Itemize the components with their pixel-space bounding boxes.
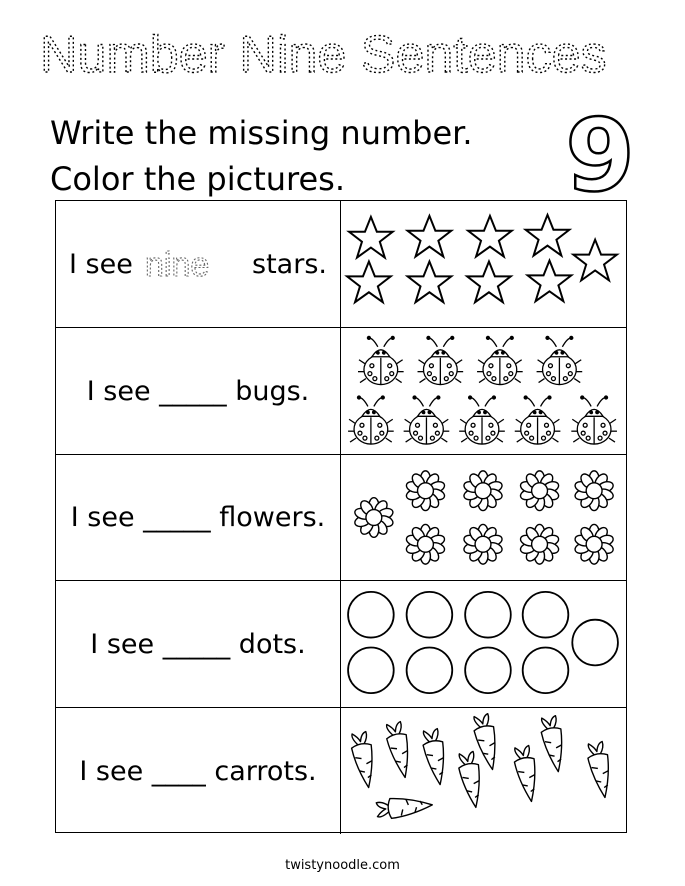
worksheet-table: [55, 200, 627, 833]
sentence-prefix: I see: [79, 755, 152, 787]
carrot-icon: [471, 713, 502, 772]
circle-icon: [465, 647, 511, 693]
sentence-prefix: I see: [90, 628, 163, 660]
ladybug-icon: [571, 396, 617, 444]
carrot-icon: [384, 721, 415, 780]
traced-word-text: nine: [145, 246, 210, 284]
star-icon: [468, 216, 512, 257]
flower-icon: [574, 471, 615, 511]
star-icon: [349, 217, 393, 258]
star-icon: [347, 262, 391, 303]
ladybug-icon: [515, 396, 561, 444]
ladybug-icon: [418, 336, 464, 384]
carrots-picture: [341, 708, 626, 834]
star-icon: [526, 215, 570, 256]
ladybug-icon: [348, 396, 394, 444]
table-row-dots: [56, 581, 626, 708]
sentence-prefix: I see: [69, 248, 142, 280]
instruction-line-1: Write the missing number.: [50, 114, 473, 152]
star-icon: [528, 261, 572, 302]
flower-icon: [463, 471, 504, 511]
circle-icon: [348, 647, 394, 693]
dots-picture: [341, 581, 626, 707]
flower-icon: [519, 471, 560, 511]
star-icon: [408, 262, 452, 303]
flowers-picture: [341, 455, 626, 580]
carrot-icon: [349, 731, 378, 789]
sentence-suffix: bugs.: [226, 375, 310, 407]
flower-icon: [463, 524, 504, 564]
table-row-carrots: [56, 708, 626, 834]
table-row-stars: [56, 201, 626, 328]
flower-icon: [405, 471, 446, 511]
star-icon: [467, 262, 511, 303]
circle-icon: [407, 647, 453, 693]
ladybug-icon: [477, 336, 523, 384]
sentence-blank: ____: [151, 755, 206, 787]
stars-picture: [341, 201, 626, 327]
flower-icon: [405, 524, 446, 564]
carrot-icon: [376, 795, 433, 820]
ladybug-icon: [404, 396, 450, 444]
sentence-dots: [56, 581, 341, 707]
carrot-icon: [539, 715, 568, 773]
sentence-blank: _____: [143, 502, 211, 533]
traced-number-word: [143, 244, 241, 284]
instructions: [50, 110, 473, 202]
carrot-icon: [456, 751, 485, 809]
sentence-stars: [56, 201, 341, 327]
star-icon: [408, 216, 452, 257]
flower-icon: [519, 524, 560, 564]
carrot-icon: [586, 741, 615, 799]
carrot-icon: [421, 728, 450, 786]
flower-icon: [353, 498, 394, 538]
big-number-text: 9: [565, 100, 635, 210]
sentence-blank: _____: [159, 375, 227, 407]
ladybug-icon: [459, 396, 505, 444]
circle-icon: [523, 592, 569, 638]
circle-icon: [348, 592, 394, 638]
sentence-suffix: dots.: [230, 628, 306, 660]
table-row-flowers: [56, 455, 626, 581]
sentence-suffix: flowers.: [210, 502, 326, 533]
circle-icon: [407, 592, 453, 638]
sentence-bugs: [56, 328, 341, 454]
sentence-flowers: [56, 455, 341, 580]
footer-source: twistynoodle.com: [285, 858, 400, 873]
ladybug-icon: [358, 336, 404, 384]
page-title: [40, 20, 660, 90]
circle-icon: [523, 647, 569, 693]
sentence-prefix: I see: [86, 375, 160, 407]
ladybug-icon: [537, 336, 583, 384]
flower-icon: [574, 524, 615, 564]
carrot-icon: [512, 745, 541, 803]
sentence-suffix: carrots.: [205, 755, 317, 787]
sentence-blank: _____: [162, 628, 231, 660]
page-title-text: Number Nine Sentences: [40, 26, 607, 84]
circle-icon: [572, 620, 618, 666]
sentence-carrots: [56, 708, 341, 834]
bugs-picture: [341, 328, 626, 454]
instruction-line-2: Color the pictures.: [50, 160, 346, 198]
star-icon: [573, 240, 617, 281]
sentence-prefix: I see: [70, 502, 144, 533]
sentence-suffix: stars.: [243, 248, 327, 280]
circle-icon: [465, 592, 511, 638]
big-number-nine: [550, 100, 650, 210]
table-row-bugs: [56, 328, 626, 455]
